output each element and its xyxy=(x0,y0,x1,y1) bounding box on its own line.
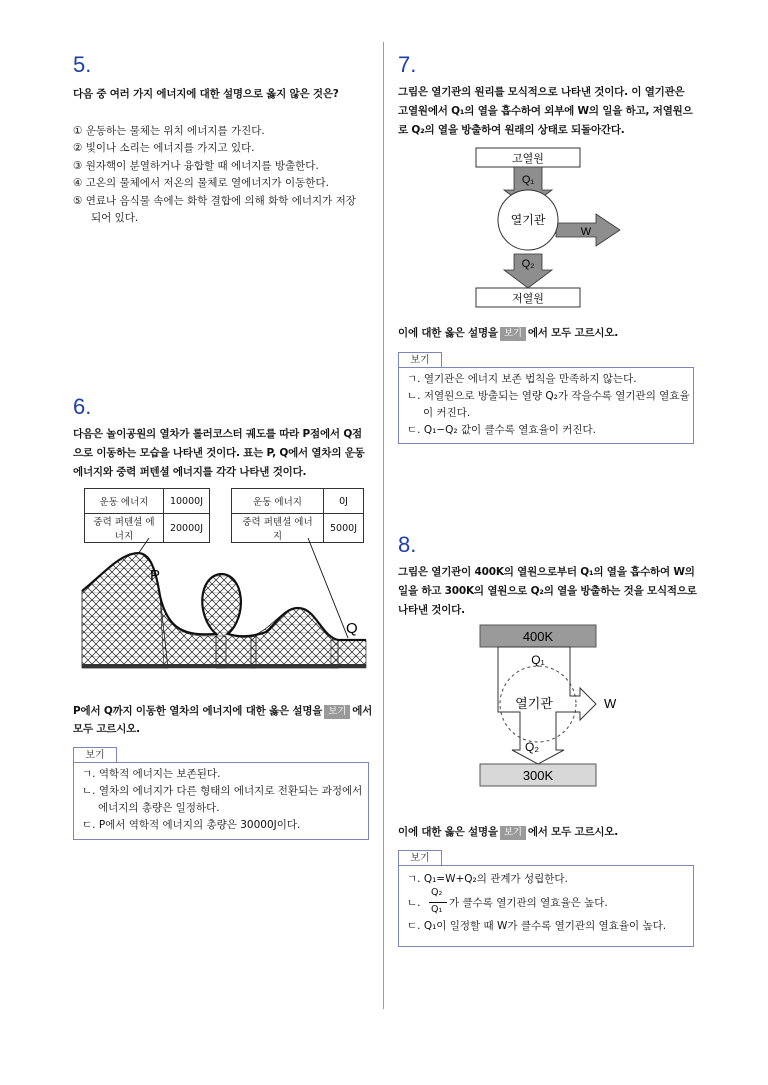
option-3[interactable]: ③ 원자핵이 분열하거나 융합할 때 에너지를 방출한다. xyxy=(73,160,319,172)
question-6-text-line-1: 다음은 놀이공원의 열차가 롤러코스터 궤도를 따라 P점에서 Q점 xyxy=(73,428,362,440)
bogi-box-q7 xyxy=(398,367,694,444)
question-8-number: 8. xyxy=(398,532,417,557)
cold-temp-label: 300K xyxy=(522,768,554,783)
option-5[interactable]: ⑤ 연료나 음식물 속에는 화학 결합에 의해 화학 에너지가 저장 xyxy=(73,195,356,207)
table-p-kinetic-value: 10000J xyxy=(163,489,209,514)
bogi-item-2[interactable]: ㄴ. 저열원으로 방출되는 열량 Q₂가 작을수록 열기관의 열효율 xyxy=(407,390,690,402)
question-5-number: 5. xyxy=(73,52,92,77)
bogi-tag: 보기 xyxy=(500,327,526,341)
column-divider xyxy=(383,42,384,1009)
hot-temp-label: 400K xyxy=(522,629,554,644)
roller-coaster-figure xyxy=(76,536,372,676)
option-5-continued: 되어 있다. xyxy=(91,212,139,224)
bogi-item-2-continued: 에너지의 총량은 일정하다. xyxy=(98,802,220,814)
energy-table-q xyxy=(231,488,364,543)
table-q-potential-value: 5000J xyxy=(324,514,364,543)
w-label: W xyxy=(604,696,617,711)
bogi-item-1[interactable]: ㄱ. 역학적 에너지는 보존된다. xyxy=(82,768,221,780)
question-6-prompt-line-1 xyxy=(73,701,372,721)
question-7-number: 7. xyxy=(398,52,417,77)
bogi-box-title: 보기 xyxy=(73,747,117,763)
engine-label: 열기관 xyxy=(510,213,546,227)
bogi-tag: 보기 xyxy=(324,705,350,719)
question-7-text-line-3: 로 Q₂의 열을 방출하여 원래의 상태로 되돌아간다. xyxy=(398,124,625,136)
prompt-text-tail: 에서 모두 고르시오. xyxy=(527,327,619,339)
question-5-text: 다음 중 여러 가지 에너지에 대한 설명으로 옳지 않은 것은? xyxy=(73,88,339,100)
bogi-box-q8 xyxy=(398,865,694,947)
q2-label: Q₂ xyxy=(525,740,539,754)
prompt-text: 이에 대한 옳은 설명을 xyxy=(398,327,498,339)
q2-label: Q₂ xyxy=(521,258,535,270)
bogi-item-1[interactable]: ㄱ. Q₁=W+Q₂의 관계가 성립한다. xyxy=(407,873,568,885)
question-6-text-line-2: 으로 이동하는 모습을 나타낸 것이다. 표는 P, Q에서 열차의 운동 xyxy=(73,447,365,459)
bogi-item-2-continued: 이 커진다. xyxy=(423,407,471,419)
bogi-item-2-text: 가 클수록 열기관의 열효율은 높다. xyxy=(449,897,608,909)
prompt-text: 이에 대한 옳은 설명을 xyxy=(398,826,498,838)
bogi-item-2[interactable] xyxy=(407,888,685,918)
energy-table-p xyxy=(84,488,210,543)
question-8-text-line-1: 그림은 열기관이 400K의 열원으로부터 Q₁의 열을 흡수하여 W의 xyxy=(398,566,695,578)
table-p-potential-value: 20000J xyxy=(163,514,209,543)
table-p-potential-label: 중력 퍼텐셜 에너지 xyxy=(85,514,164,543)
prompt-text-tail: 에서 xyxy=(352,705,373,717)
option-4[interactable]: ④ 고온의 물체에서 저온의 물체로 열에너지가 이동한다. xyxy=(73,177,329,189)
bogi-item-3[interactable]: ㄷ. Q₁−Q₂ 값이 클수록 열효율이 커진다. xyxy=(407,424,596,436)
fraction-denominator: Q₁ xyxy=(431,904,443,915)
question-8-text-line-2: 일을 하고 300K의 열원으로 Q₂의 열을 방출하는 것을 모식적으로 xyxy=(398,585,697,597)
w-label: W xyxy=(580,226,592,238)
question-8-prompt xyxy=(398,822,618,842)
hot-reservoir-label: 고열원 xyxy=(512,152,544,165)
bogi-box-title: 보기 xyxy=(398,352,442,368)
point-p-label: P xyxy=(150,567,161,584)
question-8-text-line-3: 나타낸 것이다. xyxy=(398,604,465,616)
point-q-label: Q xyxy=(346,620,358,637)
option-2[interactable]: ② 빛이나 소리는 에너지를 가지고 있다. xyxy=(73,142,255,154)
bogi-item-3[interactable]: ㄷ. P에서 역학적 에너지의 총량은 30000J이다. xyxy=(82,819,301,831)
question-7-text-line-2: 고열원에서 Q₁의 열을 흡수하여 외부에 W의 일을 하고, 저열원으 xyxy=(398,105,693,117)
heat-engine-diagram xyxy=(470,146,630,310)
table-q-kinetic-value: 0J xyxy=(324,489,364,514)
table-q-kinetic-label: 운동 에너지 xyxy=(232,489,324,514)
question-7-prompt xyxy=(398,323,618,343)
prompt-text-tail: 에서 모두 고르시오. xyxy=(527,826,619,838)
bogi-box-title: 보기 xyxy=(398,850,442,866)
question-7-text-line-1: 그림은 열기관의 원리를 모식적으로 나타낸 것이다. 이 열기관은 xyxy=(398,86,685,98)
heat-engine-diagram-2 xyxy=(476,624,636,788)
table-p-kinetic-label: 운동 에너지 xyxy=(85,489,164,514)
table-q-potential-label: 중력 퍼텐셜 에너지 xyxy=(232,514,324,543)
bogi-item-3[interactable]: ㄷ. Q₁이 일정할 때 W가 클수록 열기관의 열효율이 높다. xyxy=(407,920,667,932)
bogi-item-2[interactable]: ㄴ. 열차의 에너지가 다른 형태의 에너지로 전환되는 과정에서 xyxy=(82,785,363,797)
prompt-text: P에서 Q까지 이동한 열차의 에너지에 대한 옳은 설명을 xyxy=(73,705,323,717)
question-6-number: 6. xyxy=(73,394,92,419)
bogi-box-q6 xyxy=(73,762,369,840)
option-1[interactable]: ① 운동하는 물체는 위치 에너지를 가진다. xyxy=(73,125,265,137)
engine-label: 열기관 xyxy=(515,697,553,712)
q1-label: Q₁ xyxy=(531,653,545,667)
fraction-numerator: Q₂ xyxy=(431,887,443,898)
question-6-prompt-line-2: 모두 고르시오. xyxy=(73,723,140,735)
bogi-item-1[interactable]: ㄱ. 열기관은 에너지 보존 법칙을 만족하지 않는다. xyxy=(407,373,637,385)
cold-reservoir-label: 저열원 xyxy=(512,292,544,305)
question-6-text-line-3: 에너지와 중력 퍼텐셜 에너지를 각각 나타낸 것이다. xyxy=(73,466,307,478)
bogi-tag: 보기 xyxy=(500,826,526,840)
q1-label: Q₁ xyxy=(521,174,535,186)
bogi-item-2-marker: ㄴ. xyxy=(407,897,421,909)
